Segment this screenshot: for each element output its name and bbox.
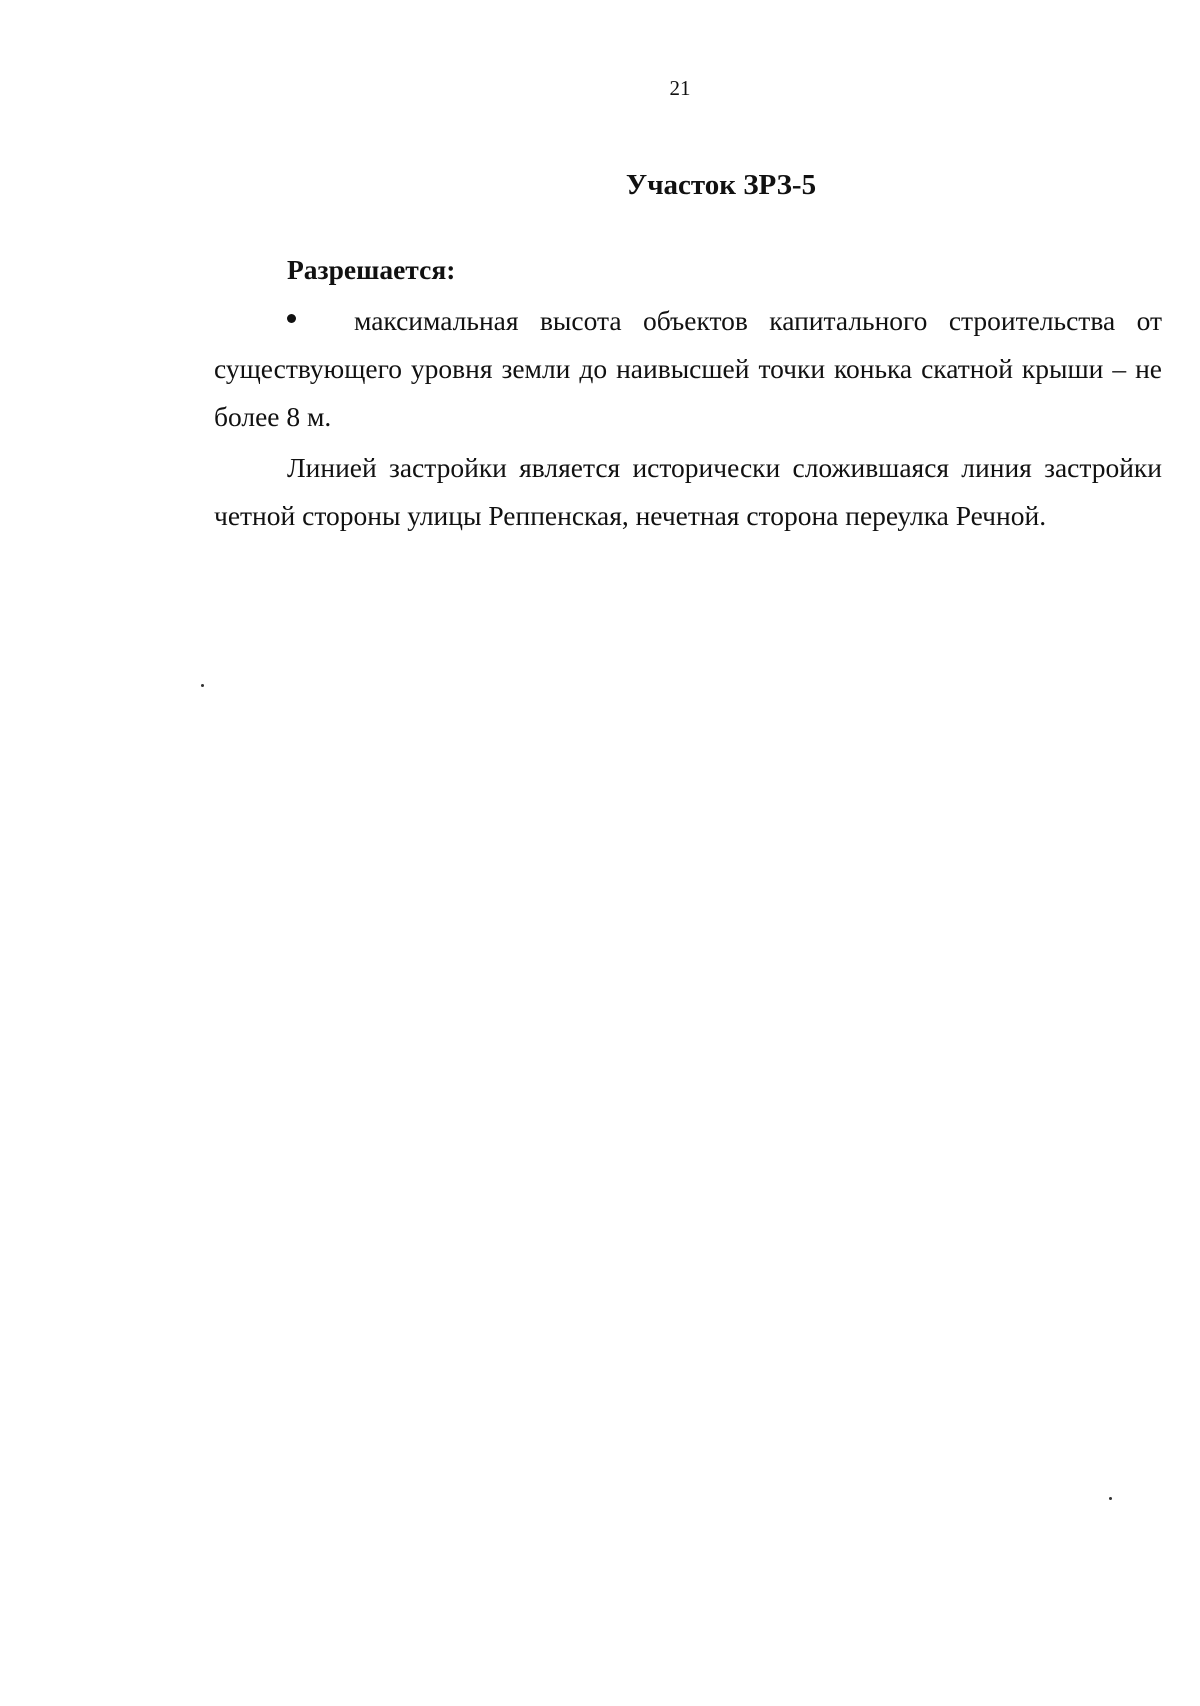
- page-number: 21: [669, 76, 691, 100]
- page-heading: Участок ЗРЗ-5: [625, 169, 817, 201]
- section-label: Разрешается:: [287, 254, 456, 285]
- scan-speck: [1109, 1497, 1112, 1500]
- body-paragraph: Линией застройки является исторически сложившаяся линия застройки четной стороны улицы Реппенская, нечетная сторона переулка Речной.: [214, 452, 1162, 531]
- bullet-item-text: максимальная высота объектов капитального строительства от существующего уровня земли до наивысшей точки конька скатной крыши – не более 8 м.: [214, 305, 1162, 432]
- bullet-icon: [287, 314, 296, 323]
- bullet-item: [214, 297, 1162, 441]
- scan-speck: [201, 684, 204, 687]
